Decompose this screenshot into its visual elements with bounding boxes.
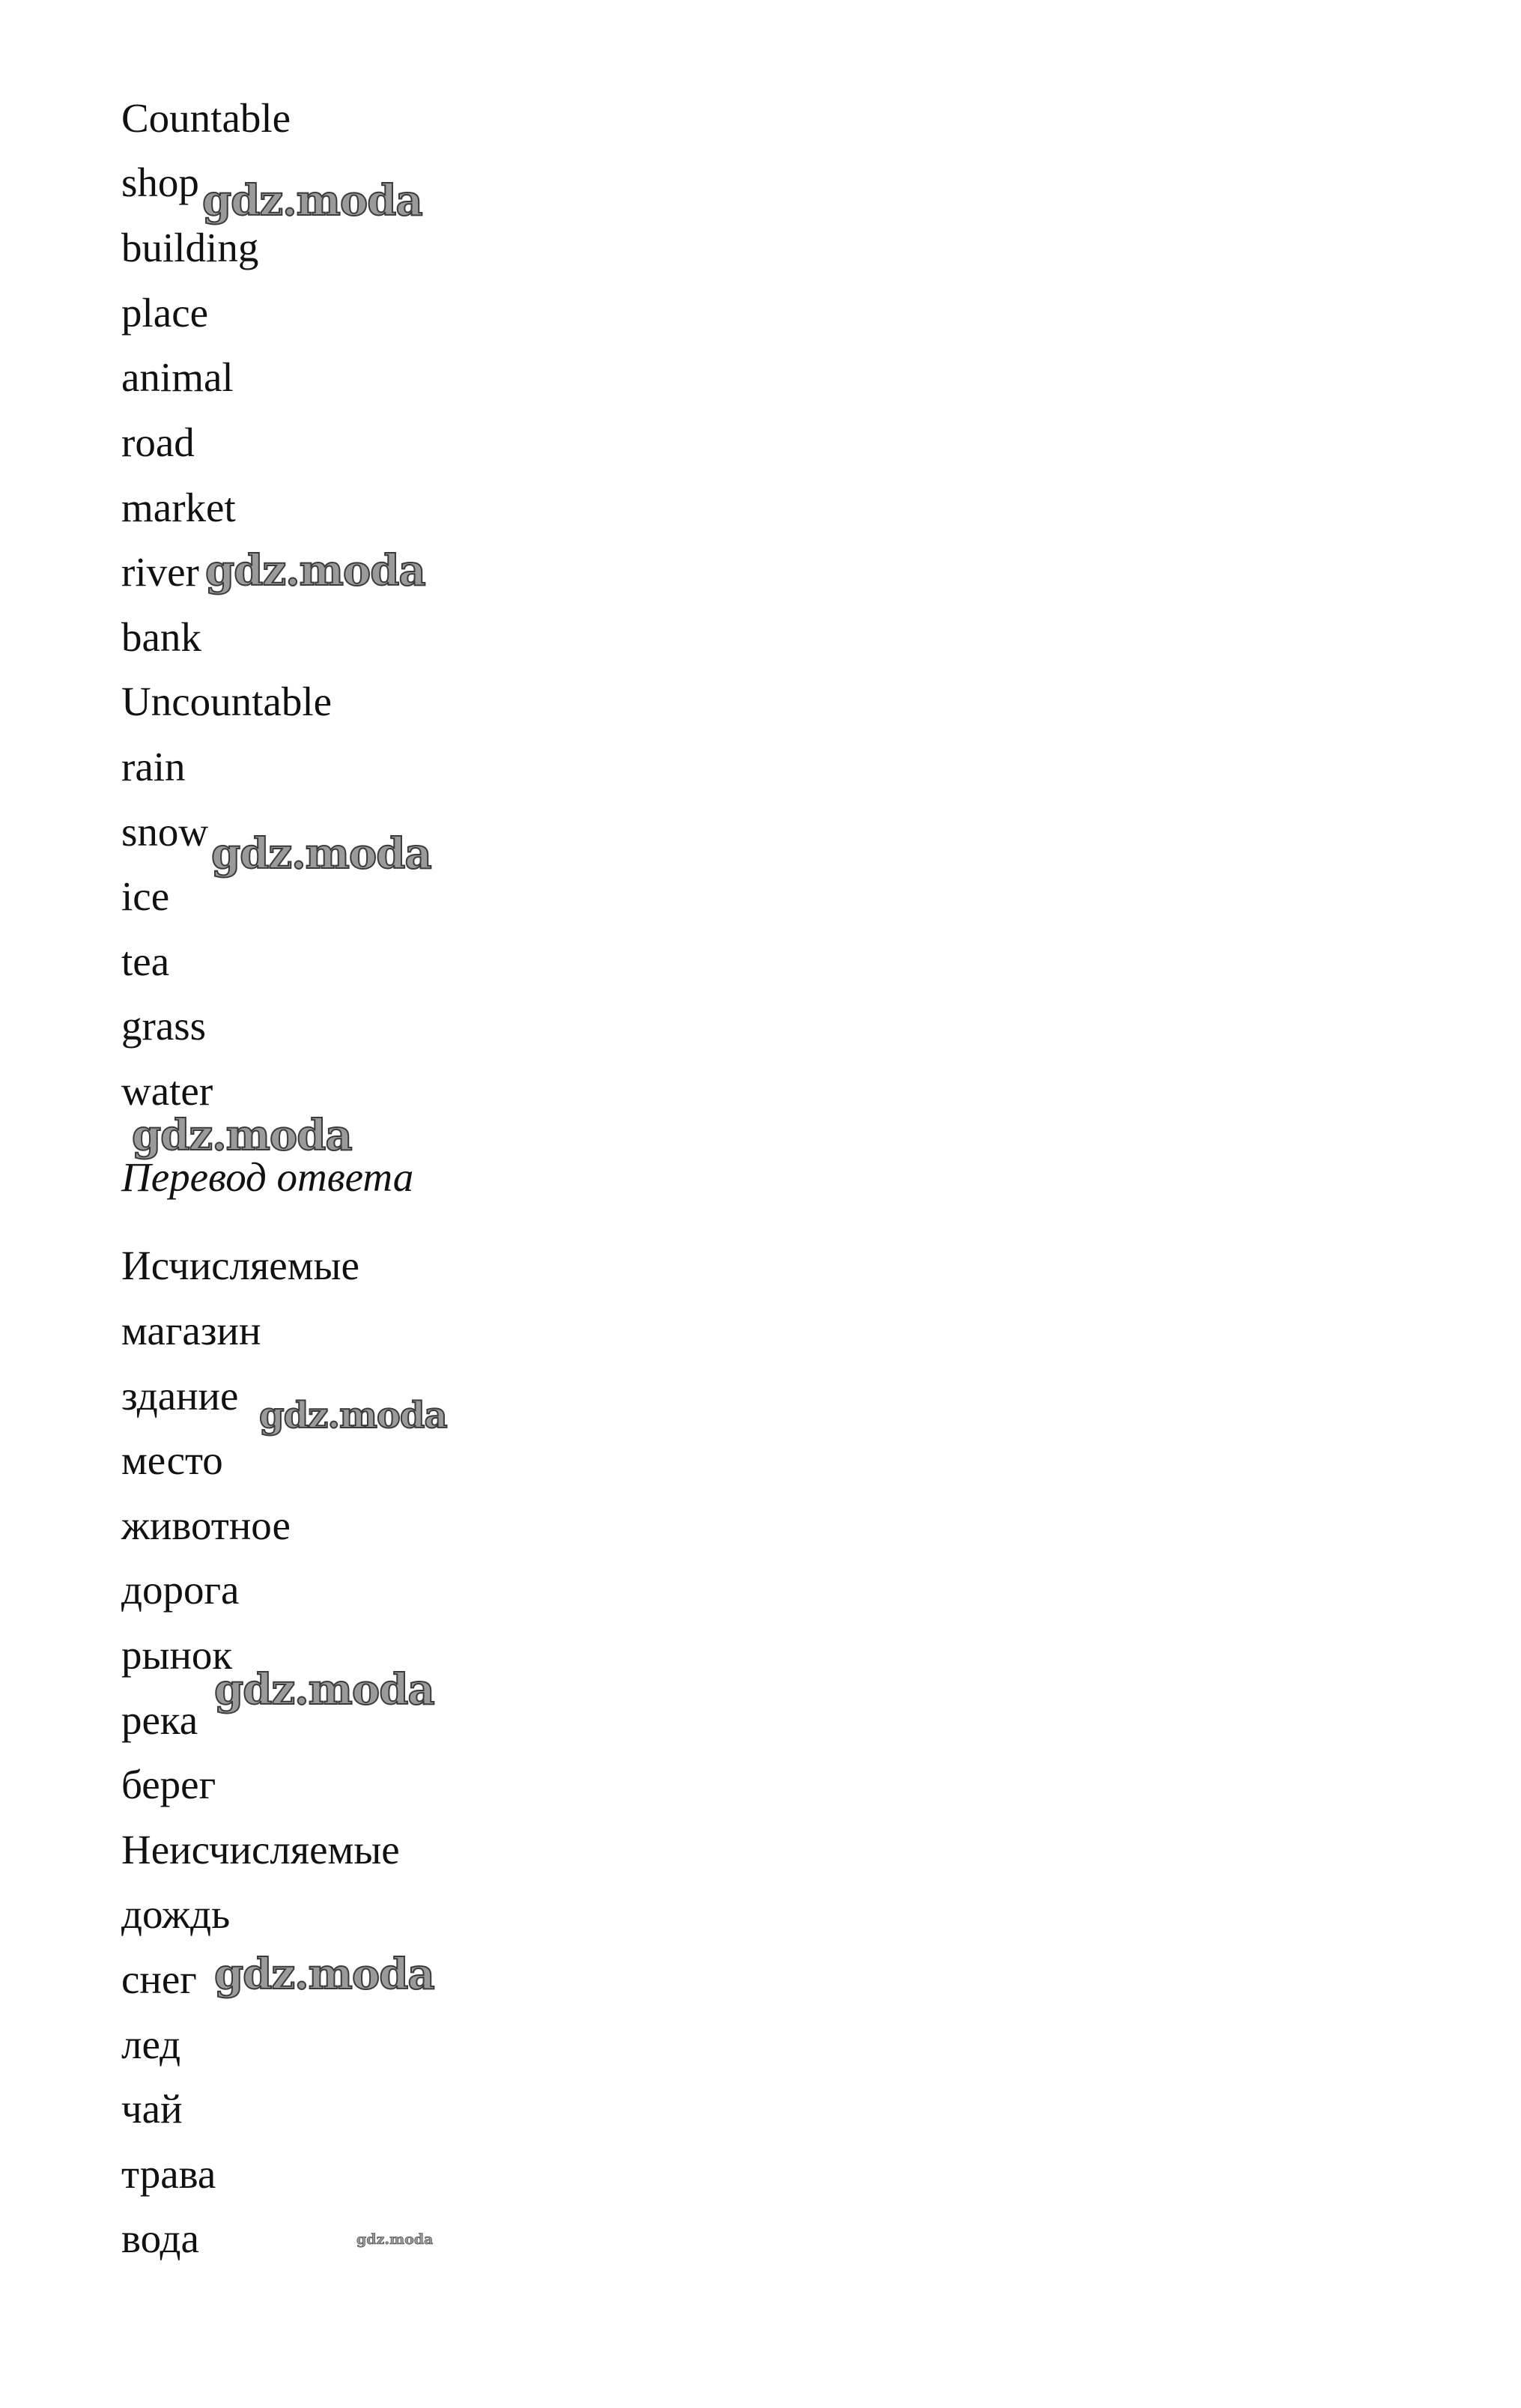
list-item: снег	[121, 1956, 197, 2002]
uncountable-heading: Uncountable	[121, 679, 333, 724]
list-item: grass	[121, 1003, 207, 1049]
list-item: building	[121, 225, 259, 270]
watermark: gdz.moda	[356, 2231, 434, 2248]
uncountable-heading-ru: Неисчисляемые	[121, 1827, 400, 1872]
list-item: water	[121, 1068, 213, 1114]
watermark: gdz.moda	[132, 1111, 352, 1160]
list-item: river	[121, 549, 199, 595]
list-item: берег	[121, 1762, 216, 1807]
list-item: road	[121, 419, 195, 465]
countable-heading: Countable	[121, 95, 291, 141]
list-item: здание	[121, 1373, 239, 1419]
watermark: gdz.moda	[214, 1665, 434, 1714]
list-item: rain	[121, 744, 186, 789]
list-item: дождь	[121, 1891, 231, 1937]
list-item: animal	[121, 354, 234, 400]
countable-heading-ru: Исчисляемые	[121, 1243, 359, 1288]
list-item: bank	[121, 614, 201, 660]
list-item: place	[121, 290, 209, 336]
list-item: трава	[121, 2151, 216, 2197]
list-item: ice	[121, 873, 170, 919]
list-item: вода	[121, 2216, 199, 2261]
watermark: gdz.moda	[259, 1395, 447, 1437]
list-item: snow	[121, 809, 209, 855]
list-item: дорога	[121, 1567, 240, 1613]
translation-heading: Перевод ответа	[121, 1154, 414, 1200]
list-item: tea	[121, 938, 170, 984]
list-item: чай	[121, 2086, 183, 2132]
watermark: gdz.moda	[205, 546, 425, 595]
list-item: лед	[121, 2022, 181, 2067]
list-item: место	[121, 1437, 223, 1483]
watermark: gdz.moda	[211, 829, 431, 879]
list-item: market	[121, 485, 236, 530]
list-item: магазин	[121, 1308, 261, 1353]
list-item: shop	[121, 160, 199, 205]
watermark: gdz.moda	[214, 1950, 434, 1999]
watermark: gdz.moda	[202, 176, 422, 225]
list-item: животное	[121, 1502, 291, 1548]
list-item: рынок	[121, 1632, 233, 1678]
list-item: река	[121, 1697, 198, 1743]
